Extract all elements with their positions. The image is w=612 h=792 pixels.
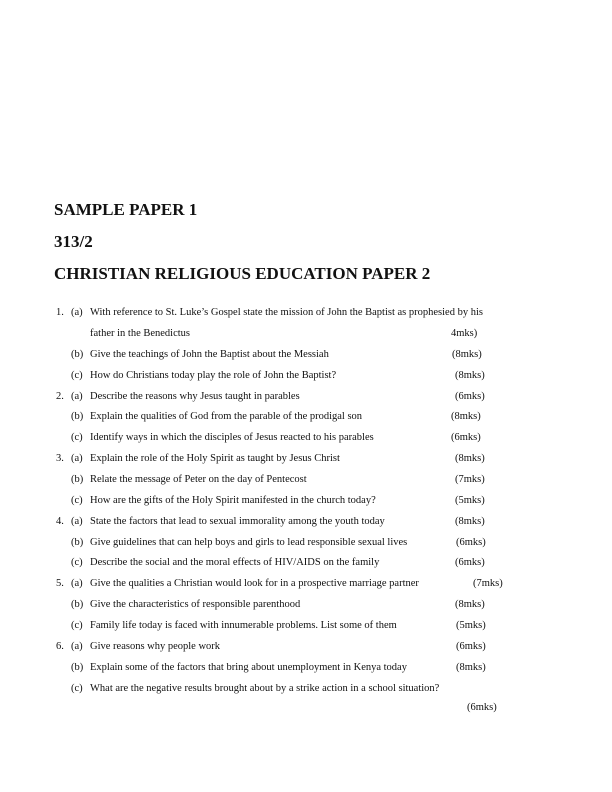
question-text: Family life today is faced with innumerable problems. List some of them (90, 620, 397, 631)
question-text-continuation: father in the Benedictus (90, 328, 191, 339)
question-part-label: (a) (71, 516, 83, 527)
question-part-label: (b) (71, 349, 84, 360)
question-part-label: (a) (71, 453, 83, 464)
question-text: With reference to St. Luke’s Gospel state the mission of John the Baptist as prophesied by his (90, 307, 483, 318)
question-number: 4. (56, 516, 64, 527)
question-marks: (8mks) (455, 516, 485, 527)
question-part-label: (b) (71, 537, 84, 548)
question-marks: (6mks) (467, 702, 497, 713)
question-text: Relate the message of Peter on the day of Pentecost (90, 474, 307, 485)
question-part-label: (c) (71, 683, 83, 694)
question-text: What are the negative results brought about by a strike action in a school situation? (90, 683, 440, 694)
question-number: 5. (56, 578, 64, 589)
question-marks: (6mks) (455, 557, 485, 568)
question-number: 1. (56, 307, 64, 318)
question-text: How are the gifts of the Holy Spirit manifested in the church today? (90, 495, 376, 506)
question-number: 6. (56, 641, 64, 652)
question-marks: (6mks) (451, 432, 481, 443)
question-text: Describe the reasons why Jesus taught in parables (90, 391, 300, 402)
paper-code: 313/2 (54, 232, 93, 251)
question-text: Give the teachings of John the Baptist about the Messiah (90, 349, 329, 360)
question-marks: (6mks) (456, 537, 486, 548)
question-text: Give reasons why people work (90, 641, 221, 652)
question-text: Give guidelines that can help boys and girls to lead responsible sexual lives (90, 537, 408, 548)
question-part-label: (c) (71, 432, 83, 443)
question-part-label: (c) (71, 370, 83, 381)
question-marks: (6mks) (456, 641, 486, 652)
question-number: 2. (56, 391, 64, 402)
question-marks: (8mks) (455, 599, 485, 610)
question-part-label: (b) (71, 662, 84, 673)
question-text: Give the qualities a Christian would look for in a prospective marriage partner (90, 578, 419, 589)
question-marks: (7mks) (473, 578, 503, 589)
question-marks: (8mks) (455, 370, 485, 381)
question-part-label: (b) (71, 474, 84, 485)
question-part-label: (a) (71, 641, 83, 652)
question-part-label: (b) (71, 411, 84, 422)
question-number: 3. (56, 453, 64, 464)
question-part-label: (c) (71, 620, 83, 631)
question-part-label: (a) (71, 578, 83, 589)
question-text: State the factors that lead to sexual immorality among the youth today (90, 516, 385, 527)
question-text: Identify ways in which the disciples of Jesus reacted to his parables (90, 432, 374, 443)
paper-subject: CHRISTIAN RELIGIOUS EDUCATION PAPER 2 (54, 264, 431, 283)
question-text: How do Christians today play the role of John the Baptist? (90, 370, 337, 381)
question-text: Explain the role of the Holy Spirit as taught by Jesus Christ (90, 453, 340, 464)
question-marks: (6mks) (455, 391, 485, 402)
question-marks: (8mks) (456, 662, 486, 673)
question-text: Give the characteristics of responsible parenthood (90, 599, 301, 610)
question-marks: (7mks) (455, 474, 485, 485)
question-part-label: (b) (71, 599, 84, 610)
question-marks: (8mks) (455, 453, 485, 464)
question-text: Explain the qualities of God from the parable of the prodigal son (90, 411, 363, 422)
question-text: Explain some of the factors that bring about unemployment in Kenya today (90, 662, 407, 673)
question-part-label: (c) (71, 557, 83, 568)
question-part-label: (c) (71, 495, 83, 506)
question-marks: (8mks) (452, 349, 482, 360)
question-marks: 4mks) (451, 328, 478, 339)
question-marks: (5mks) (456, 620, 486, 631)
paper-title: SAMPLE PAPER 1 (54, 200, 198, 219)
question-part-label: (a) (71, 391, 83, 402)
question-marks: (8mks) (451, 411, 481, 422)
question-marks: (5mks) (455, 495, 485, 506)
question-text: Describe the social and the moral effects of HIV/AIDS on the family (90, 557, 380, 568)
question-part-label: (a) (71, 307, 83, 318)
